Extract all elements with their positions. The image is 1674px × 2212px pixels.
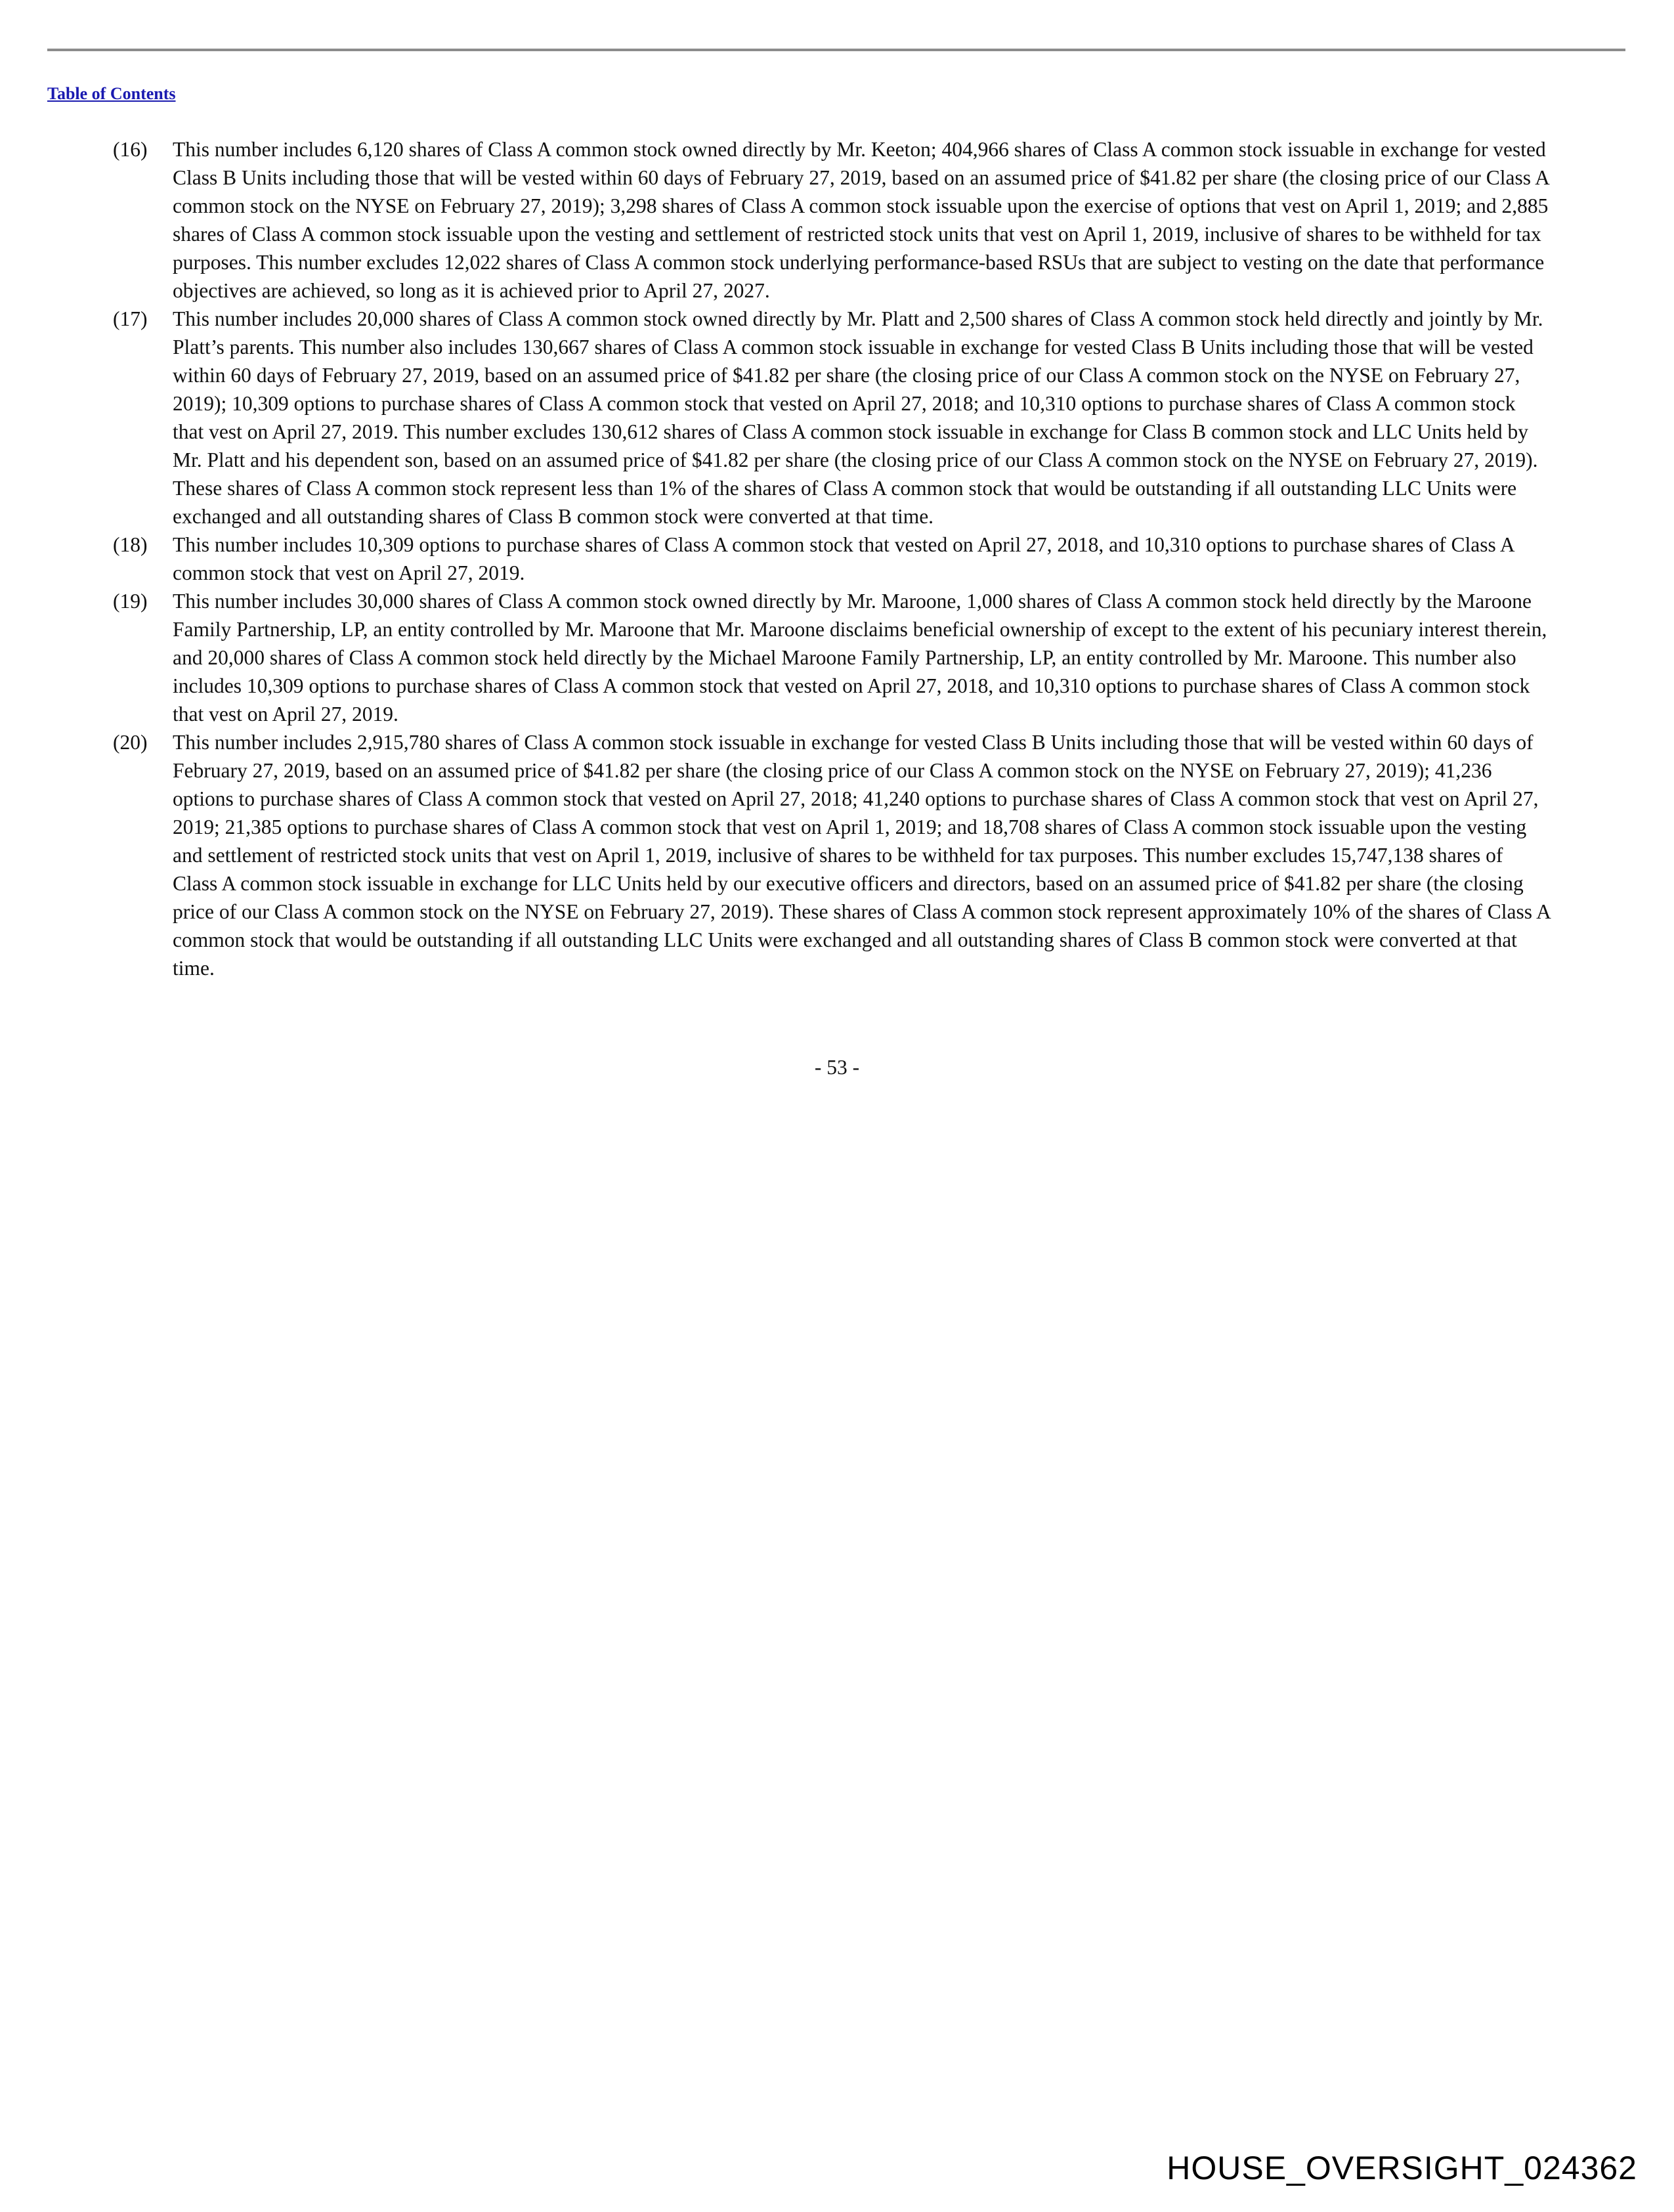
page-number: - 53 - [814,1056,860,1079]
table-of-contents-link[interactable]: Table of Contents [47,84,176,103]
footnote-text: This number includes 6,120 shares of Class A common stock owned directly by Mr. Keeton; 404,966 shares of Class A common stock issuable in exchange for vested Class B Units including those that will be vested within 60 days of February 27, 2019, based on an assumed price of $41.82 per share (the closing price of our Class A common stock on the NYSE on February 27, 2019); 3,298 shares of Class A common stock issuable upon the exercise of options that vest on April 1, 2019; and 2,885 shares of Class A common stock issuable upon the vesting and settlement of restricted stock units that vest on April 1, 2019, inclusive of shares to be withheld for tax purposes. This number excludes 12,022 shares of Class A common stock underlying performance-based RSUs that are subject to vesting on the date that performance objectives are achieved, so long as it is achieved prior to April 27, 2027. [173,138,1549,302]
footnote-20 [113,728,1551,982]
footnote-text: This number includes 20,000 shares of Class A common stock owned directly by Mr. Platt and 2,500 shares of Class A common stock held directly and jointly by Mr. Platt’s parents. This number also includes 130,667 shares of Class A common stock issuable in exchange for vested Class B Units including those that will be vested within 60 days of February 27, 2019, based on an assumed price of $41.82 per share (the closing price of our Class A common stock on the NYSE on February 27, 2019); 10,309 options to purchase shares of Class A common stock that vested on April 27, 2018; and 10,310 options to purchase shares of Class A common stock that vest on April 27, 2019. This number excludes 130,612 shares of Class A common stock issuable in exchange for Class B common stock and LLC Units held by Mr. Platt and his dependent son, based on an assumed price of $41.82 per share (the closing price of our Class A common stock on the NYSE on February 27, 2019). These shares of Class A common stock represent less than 1% of the shares of Class A common stock that would be outstanding if all outstanding LLC Units were exchanged and all outstanding shares of Class B common stock were converted at that time. [173,307,1543,528]
footnote-16 [113,135,1551,305]
bates-number: HOUSE_OVERSIGHT_024362 [1167,2150,1637,2186]
footnote-number: (18) [113,533,148,556]
footnote-number: (16) [113,138,148,161]
footnote-text: This number includes 10,309 options to purchase shares of Class A common stock that vested on April 27, 2018, and 10,310 options to purchase shares of Class A common stock that vest on April 27, 2019. [173,533,1514,584]
footnote-number: (20) [113,731,148,754]
footnote-text: This number includes 2,915,780 shares of Class A common stock issuable in exchange for vested Class B Units including those that will be vested within 60 days of February 27, 2019, based on an assumed price of $41.82 per share (the closing price of our Class A common stock on the NYSE on February 27, 2019); 41,236 options to purchase shares of Class A common stock that vested on April 27, 2018; 41,240 options to purchase shares of Class A common stock that vest on April 27, 2019; 21,385 options to purchase shares of Class A common stock that vest on April 1, 2019; and 18,708 shares of Class A common stock issuable upon the vesting and settlement of restricted stock units that vest on April 1, 2019, inclusive of shares to be withheld for tax purposes. This number excludes 15,747,138 shares of Class A common stock issuable in exchange for LLC Units held by our executive officers and directors, based on an assumed price of $41.82 per share (the closing price of our Class A common stock on the NYSE on February 27, 2019). These shares of Class A common stock represent approximately 10% of the shares of Class A common stock that would be outstanding if all outstanding LLC Units were exchanged and all outstanding shares of Class B common stock were converted at that time. [173,731,1551,980]
footnote-list [113,135,1551,982]
footnote-number: (19) [113,590,148,613]
footnote-17 [113,305,1551,531]
header-divider [47,49,1625,51]
footnote-number: (17) [113,307,148,330]
footnote-19 [113,587,1551,728]
footnote-18 [113,531,1551,587]
footnote-text: This number includes 30,000 shares of Class A common stock owned directly by Mr. Maroone, 1,000 shares of Class A common stock held directly by the Maroone Family Partnership, LP, an entity controlled by Mr. Maroone that Mr. Maroone disclaims beneficial ownership of except to the extent of his pecuniary interest therein, and 20,000 shares of Class A common stock held directly by the Michael Maroone Family Partnership, LP, an entity controlled by Mr. Maroone. This number also includes 10,309 options to purchase shares of Class A common stock that vested on April 27, 2018, and 10,310 options to purchase shares of Class A common stock that vest on April 27, 2019. [173,590,1547,726]
